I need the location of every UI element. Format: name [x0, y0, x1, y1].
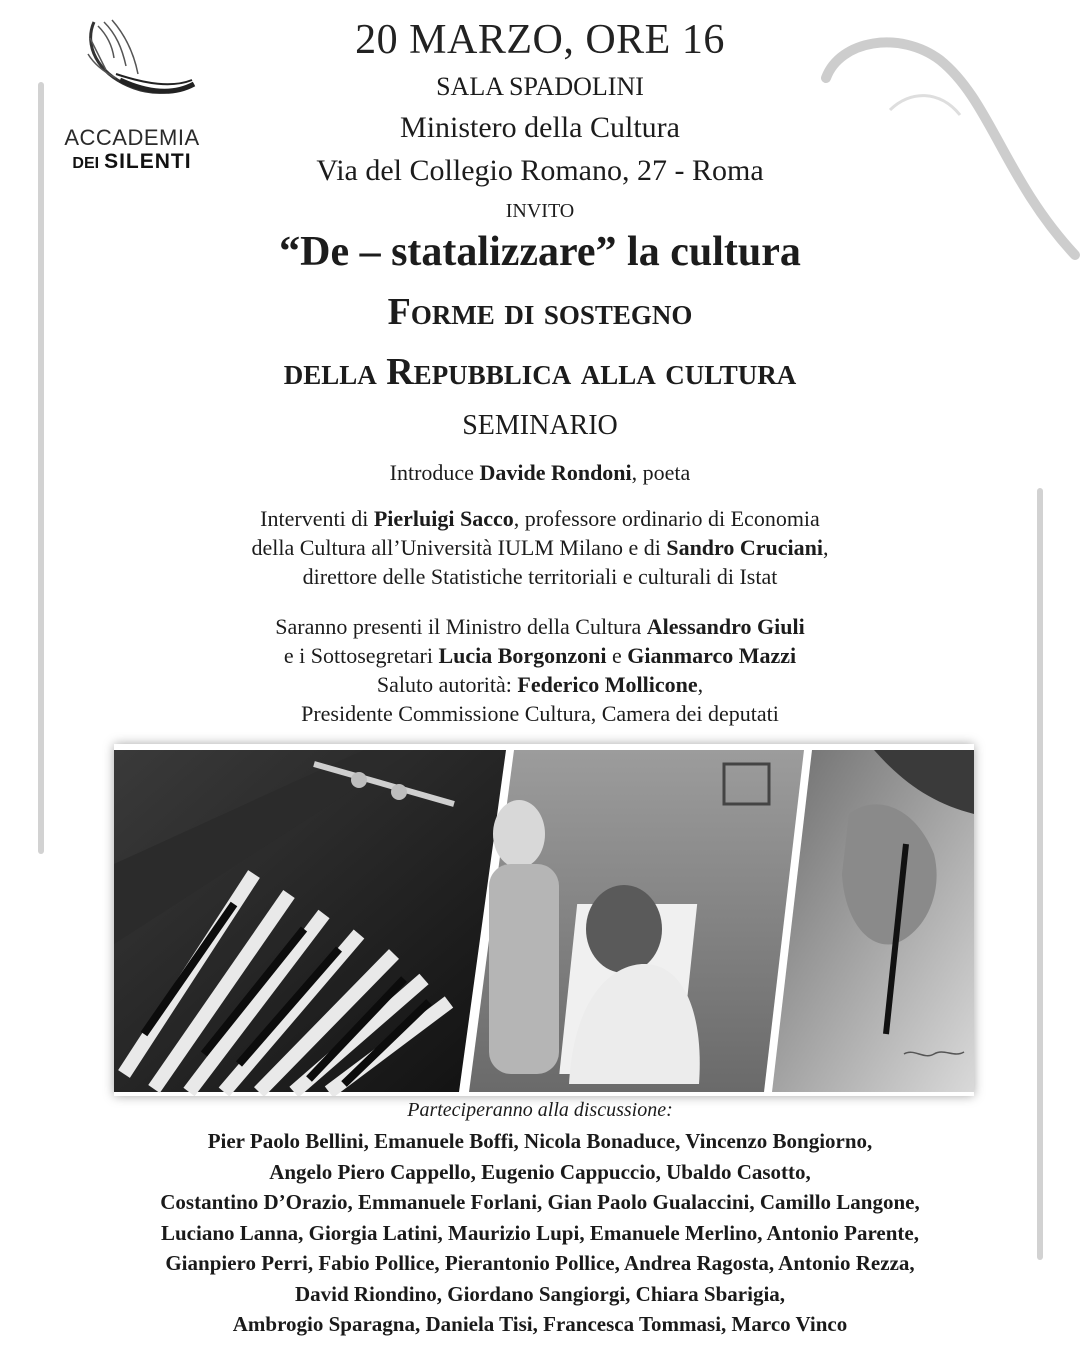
left-decorative-bar [38, 82, 44, 854]
text: e i Sottosegretari [283, 643, 439, 668]
introduction-line [120, 458, 960, 487]
guests-line-2 [120, 641, 960, 670]
guest-borgonzoni: Lucia Borgonzoni [438, 643, 607, 668]
speakers-block [120, 504, 960, 591]
painter-studio-photo [469, 750, 804, 1092]
participants-line: Angelo Piero Cappello, Eugenio Cappuccio, Ubaldo Casotto, [269, 1159, 811, 1184]
guests-line-3 [120, 670, 960, 699]
text: Saranno presenti il Ministro della Cultura [275, 614, 647, 639]
guest-mollicone: Federico Mollicone [517, 672, 698, 697]
participants-line: Gianpiero Perri, Fabio Pollice, Pierantonio Pollice, Andrea Ragosta, Antonio Rezza, [165, 1251, 915, 1275]
speakers-line-1 [120, 504, 960, 533]
participants-line: Pier Paolo Bellini, Emanuele Boffi, Nicola Bonaduce, Vincenzo Bongiorno, [207, 1129, 873, 1153]
participants-line: Luciano Lanna, Giorgia Latini, Maurizio Lupi, Emanuele Merlino, Antonio Parente, [161, 1220, 919, 1245]
guests-block [120, 612, 960, 728]
logo-text-accademia: ACCADEMIA [64, 125, 200, 150]
speaker-sacco: Pierluigi Sacco [373, 506, 514, 531]
participants-line: David Riondino, Giordano Sangiorgi, Chiara Sbarigia, [294, 1281, 786, 1306]
intro-prefix: Introduce [389, 460, 480, 485]
text: , professore ordinario di Economia [513, 506, 820, 531]
participants-label: Parteciperanno alla discussione: [407, 1099, 673, 1121]
guest-giuli: Alessandro Giuli [646, 614, 805, 639]
participants-line: Ambrogio Sparagna, Daniela Tisi, Francesca Tommasi, Marco Vinco [232, 1312, 848, 1336]
guests-line-4: Presidente Commissione Cultura, Camera dei deputati [301, 701, 779, 726]
text: , [697, 672, 704, 697]
seminar-subtitle-line2: della Repubblica alla cultura [283, 351, 797, 393]
seminar-subtitle-line1: Forme di sostegno [387, 291, 693, 333]
event-address: Via del Collegio Romano, 27 - Roma [316, 154, 764, 187]
text: della Cultura all’Università IULM Milano e di [251, 535, 667, 560]
participants-line: Costantino D’Orazio, Emmanuele Forlani, Gian Paolo Gualaccini, Camillo Langone, [160, 1190, 920, 1214]
speakers-line-3: direttore delle Statistiche territoriali e culturali di Istat [302, 564, 778, 589]
writing-hand-photo [772, 750, 974, 1092]
intro-suffix: , poeta [631, 460, 691, 485]
text: , [823, 535, 829, 560]
seminar-title: “De – statalizzare” la cultura [279, 229, 801, 275]
event-type: SEMINARIO [462, 410, 618, 441]
photo-collage [114, 744, 974, 1096]
event-institution: Ministero della Cultura [400, 111, 680, 144]
invite-label: INVITO [505, 200, 575, 222]
speakers-line-2 [120, 533, 960, 562]
text: Saluto autorità: [376, 672, 518, 697]
event-date: 20 MARZO, ORE 16 [355, 17, 725, 63]
text: e [606, 643, 628, 668]
guest-mazzi: Gianmarco Mazzi [627, 643, 797, 668]
intro-speaker: Davide Rondoni [479, 460, 632, 485]
speaker-cruciani: Sandro Cruciani [666, 535, 824, 560]
event-venue: SALA SPADOLINI [436, 72, 644, 101]
guests-line-1 [120, 612, 960, 641]
logo-text-silenti: SILENTI [104, 150, 192, 173]
logo-text-dei: DEI [72, 155, 100, 172]
participants-list [40, 1126, 1040, 1340]
piano-photo [114, 750, 506, 1092]
text: Interventi di [260, 506, 374, 531]
